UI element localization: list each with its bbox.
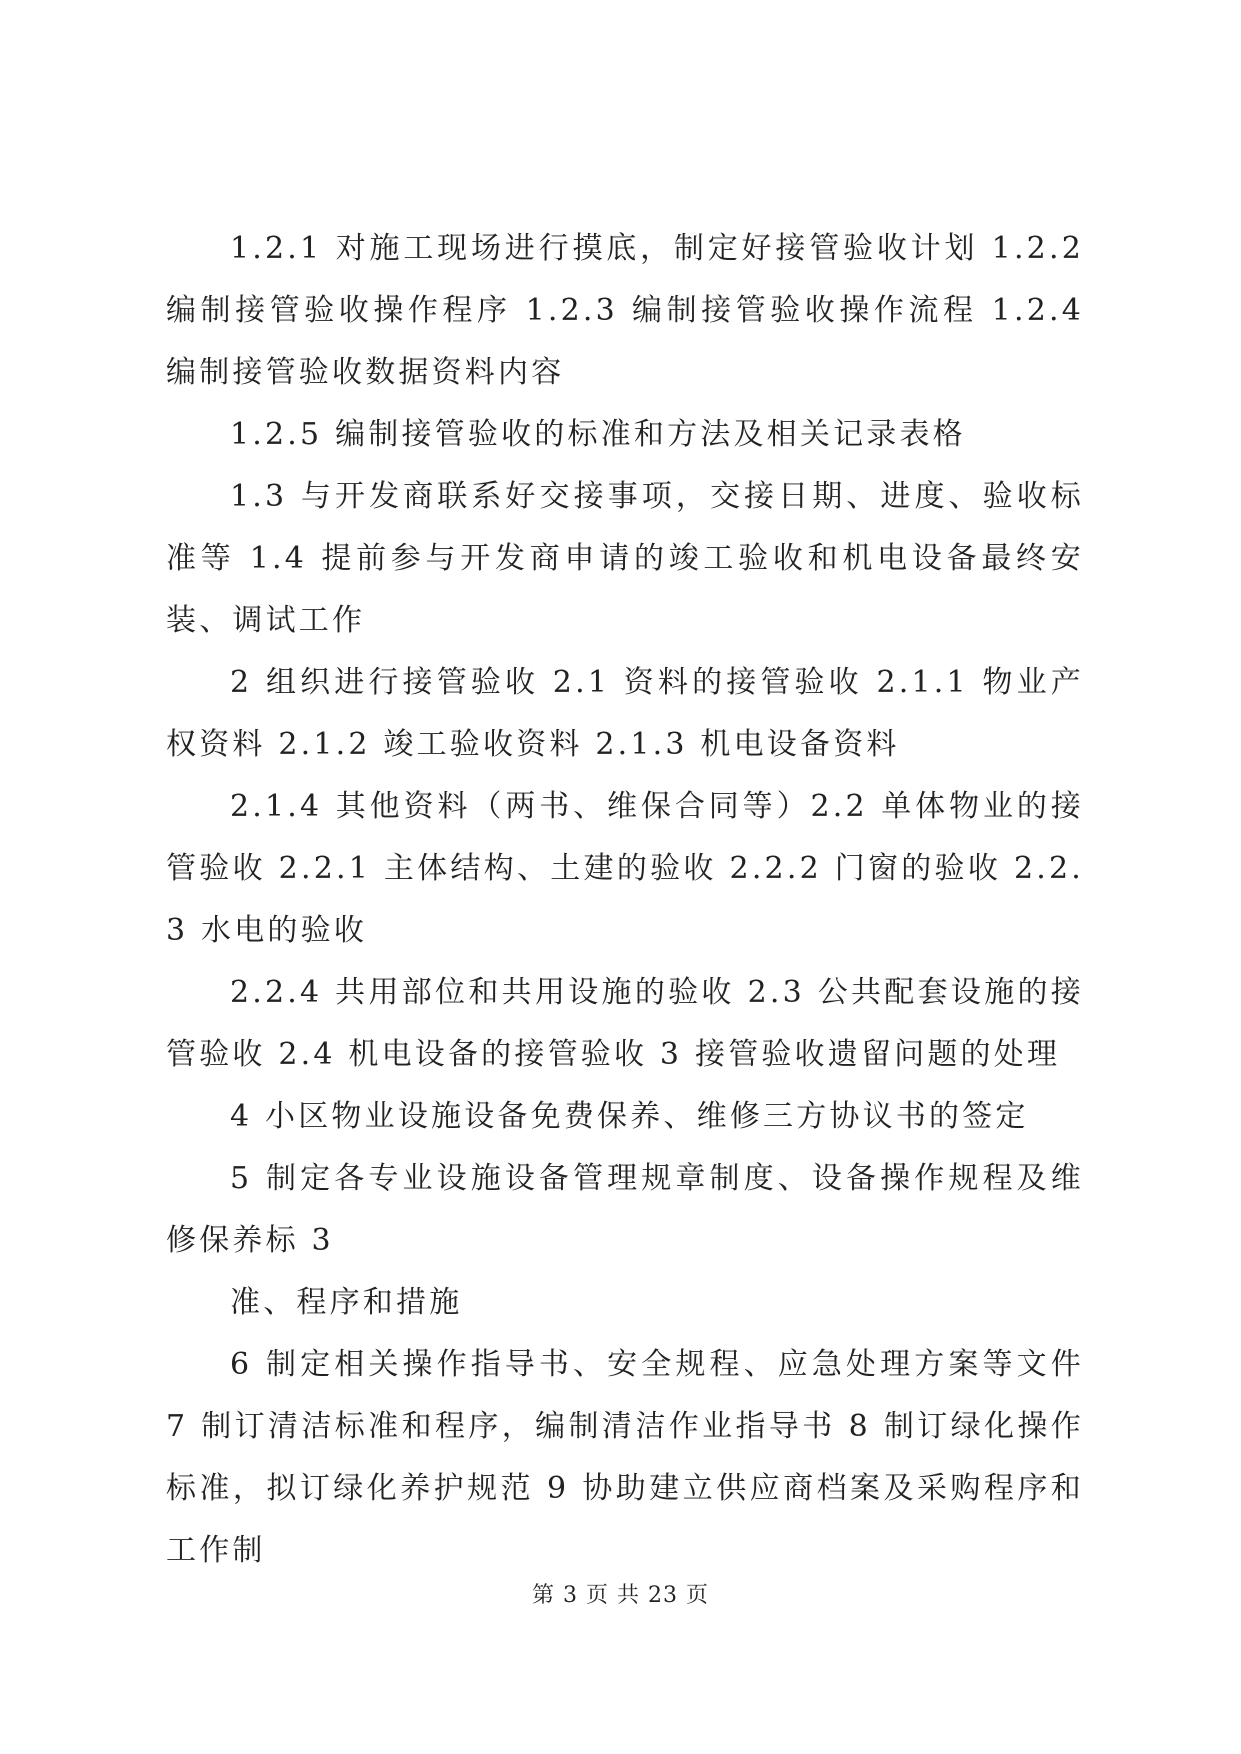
paragraph: 1.2.5 编制接管验收的标准和方法及相关记录表格 [230,417,966,452]
paragraph: 2 组织进行接管验收 2.1 资料的接管验收 2.1.1 物业产权资料 2.1.2 竣工验收资料 2.1.3 机电设备资料 [166,665,1084,762]
paragraph: 6 制定相关操作指导书、安全规程、应急处理方案等文件 7 制订清洁标准和程序，编制清洁作业指导书 8 制订绿化操作标准，拟订绿化养护规范 9 协助建立供应商档案及采购程序和工作制 [166,1347,1084,1568]
paragraph: 1.3 与开发商联系好交接事项，交接日期、进度、验收标准等 1.4 提前参与开发商申请的竣工验收和机电设备最终安装、调试工作 [166,479,1084,638]
paragraph: 2.1.4 其他资料（两书、维保合同等）2.2 单体物业的接管验收 2.2.1 主体结构、土建的验收 2.2.2 门窗的验收 2.2.3 水电的验收 [166,789,1084,948]
paragraph: 2.2.4 共用部位和共用设施的验收 2.3 公共配套设施的接管验收 2.4 机电设备的接管验收 3 接管验收遗留问题的处理 [166,975,1084,1072]
paragraph: 准、程序和措施 [230,1285,463,1320]
paragraph: 4 小区物业设施设备免费保养、维修三方协议书的签定 [230,1099,1029,1134]
page-number-footer: 第 3 页 共 23 页 [532,1583,709,1608]
document-body [166,218,1084,1582]
paragraph: 1.2.1 对施工现场进行摸底，制定好接管验收计划 1.2.2 编制接管验收操作程序 1.2.3 编制接管验收操作流程 1.2.4 编制接管验收数据资料内容 [166,231,1084,390]
paragraph: 5 制定各专业设施设备管理规章制度、设备操作规程及维修保养标 3 [166,1161,1084,1258]
